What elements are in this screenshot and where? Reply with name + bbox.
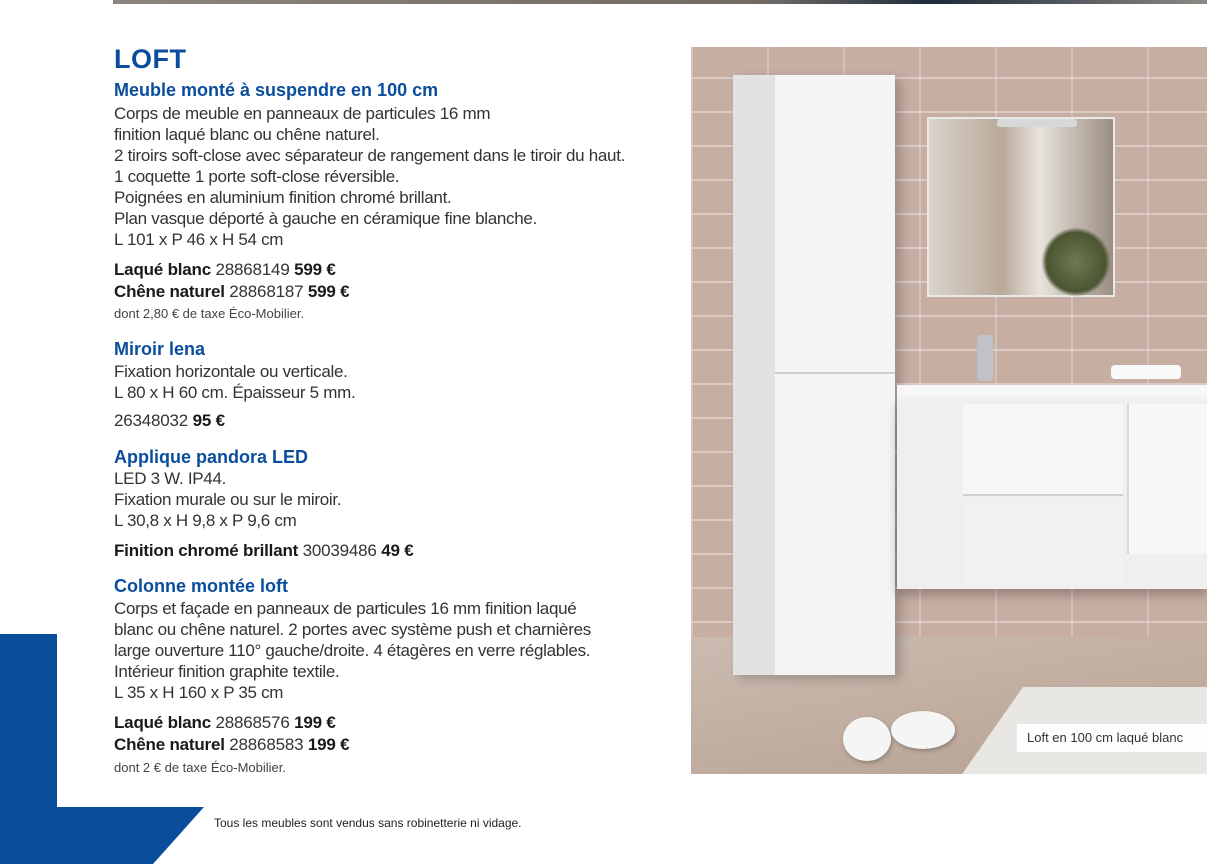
finish-label: Laqué blanc (114, 260, 211, 279)
desc-line: Plan vasque déporté à gauche en céramique fine blanche. (114, 209, 537, 228)
price-line (114, 712, 336, 733)
eco-tax-note: dont 2 € de taxe Éco-Mobilier. (114, 760, 286, 775)
desc-line: L 80 x H 60 cm. Épaisseur 5 mm. (114, 383, 356, 402)
desc-line: L 35 x H 160 x P 35 cm (114, 683, 284, 702)
price: 49 € (381, 541, 414, 560)
vanity-drawer-top (963, 404, 1123, 496)
desc-line: Fixation murale ou sur le miroir. (114, 490, 342, 509)
led-lamp (997, 119, 1077, 127)
slipper (843, 717, 891, 761)
product-ref: 28868576 (215, 713, 290, 732)
desc-line: Poignées en aluminium finition chromé brillant. (114, 188, 452, 207)
price: 199 € (294, 713, 336, 732)
product-title-colonne: Colonne montée loft (114, 576, 288, 596)
desc-line: Corps de meuble en panneaux de particules 16 mm (114, 104, 491, 123)
desc-line: L 101 x P 46 x H 54 cm (114, 230, 284, 249)
desc-line: Intérieur finition graphite textile. (114, 662, 340, 681)
product-description-colonne (114, 598, 591, 703)
product-title-applique: Applique pandora LED (114, 447, 309, 467)
product-title-miroir: Miroir lena (114, 339, 206, 359)
price: 599 € (294, 260, 336, 279)
towel (1111, 365, 1181, 379)
product-ref: 26348032 (114, 411, 189, 430)
finish-label: Finition chromé brillant (114, 541, 299, 560)
finish-label: Laqué blanc (114, 713, 211, 732)
desc-line: Fixation horizontale ou verticale. (114, 362, 348, 381)
desc-line: blanc ou chêne naturel. 2 portes avec système push et charnières (114, 620, 591, 639)
product-description-meuble (114, 103, 625, 250)
faucet (977, 335, 993, 381)
column-door-split (775, 372, 895, 374)
footnote: Tous les meubles sont vendus sans robinetterie ni vidage. (214, 816, 522, 830)
finish-label: Chêne naturel (114, 282, 225, 301)
price-line (114, 281, 349, 302)
price: 95 € (192, 411, 225, 430)
product-description-applique (114, 468, 341, 531)
vanity-drawer-bottom (963, 499, 1123, 587)
desc-line: finition laqué blanc ou chêne naturel. (114, 125, 380, 144)
product-ref: 28868583 (229, 735, 304, 754)
product-photo (691, 47, 1207, 774)
slipper (891, 711, 955, 749)
desc-line: LED 3 W. IP44. (114, 469, 227, 488)
desc-line: 2 tiroirs soft-close avec séparateur de rangement dans le tiroir du haut. (114, 146, 626, 165)
product-description-miroir (114, 361, 355, 403)
product-ref: 28868149 (215, 260, 290, 279)
blue-corner-foot (0, 807, 204, 864)
price-line (114, 734, 349, 755)
price-line (114, 259, 336, 280)
desc-line: Corps et façade en panneaux de particules 16 mm finition laqué (114, 599, 577, 618)
price-line (114, 410, 225, 431)
eco-tax-note: dont 2,80 € de taxe Éco-Mobilier. (114, 306, 305, 321)
vanity-side-door (1127, 404, 1207, 554)
finish-label: Chêne naturel (114, 735, 225, 754)
product-ref: 28868187 (229, 282, 304, 301)
photo-caption: Loft en 100 cm laqué blanc (1017, 724, 1207, 752)
price: 199 € (307, 735, 350, 754)
page-title: LOFT (114, 44, 187, 74)
product-title-meuble: Meuble monté à suspendre en 100 cm (114, 80, 439, 100)
plant-reflection (1041, 227, 1111, 297)
top-decorative-strip (113, 0, 1207, 4)
product-ref: 30039486 (302, 541, 377, 560)
price-line (114, 540, 414, 561)
column-cabinet-side (733, 75, 775, 675)
desc-line: large ouverture 110° gauche/droite. 4 étagères en verre réglables. (114, 641, 591, 660)
vanity-basin (897, 385, 1207, 399)
desc-line: 1 coquette 1 porte soft-close réversible. (114, 167, 400, 186)
price: 599 € (307, 282, 350, 301)
desc-line: L 30,8 x H 9,8 x P 9,6 cm (114, 511, 297, 530)
